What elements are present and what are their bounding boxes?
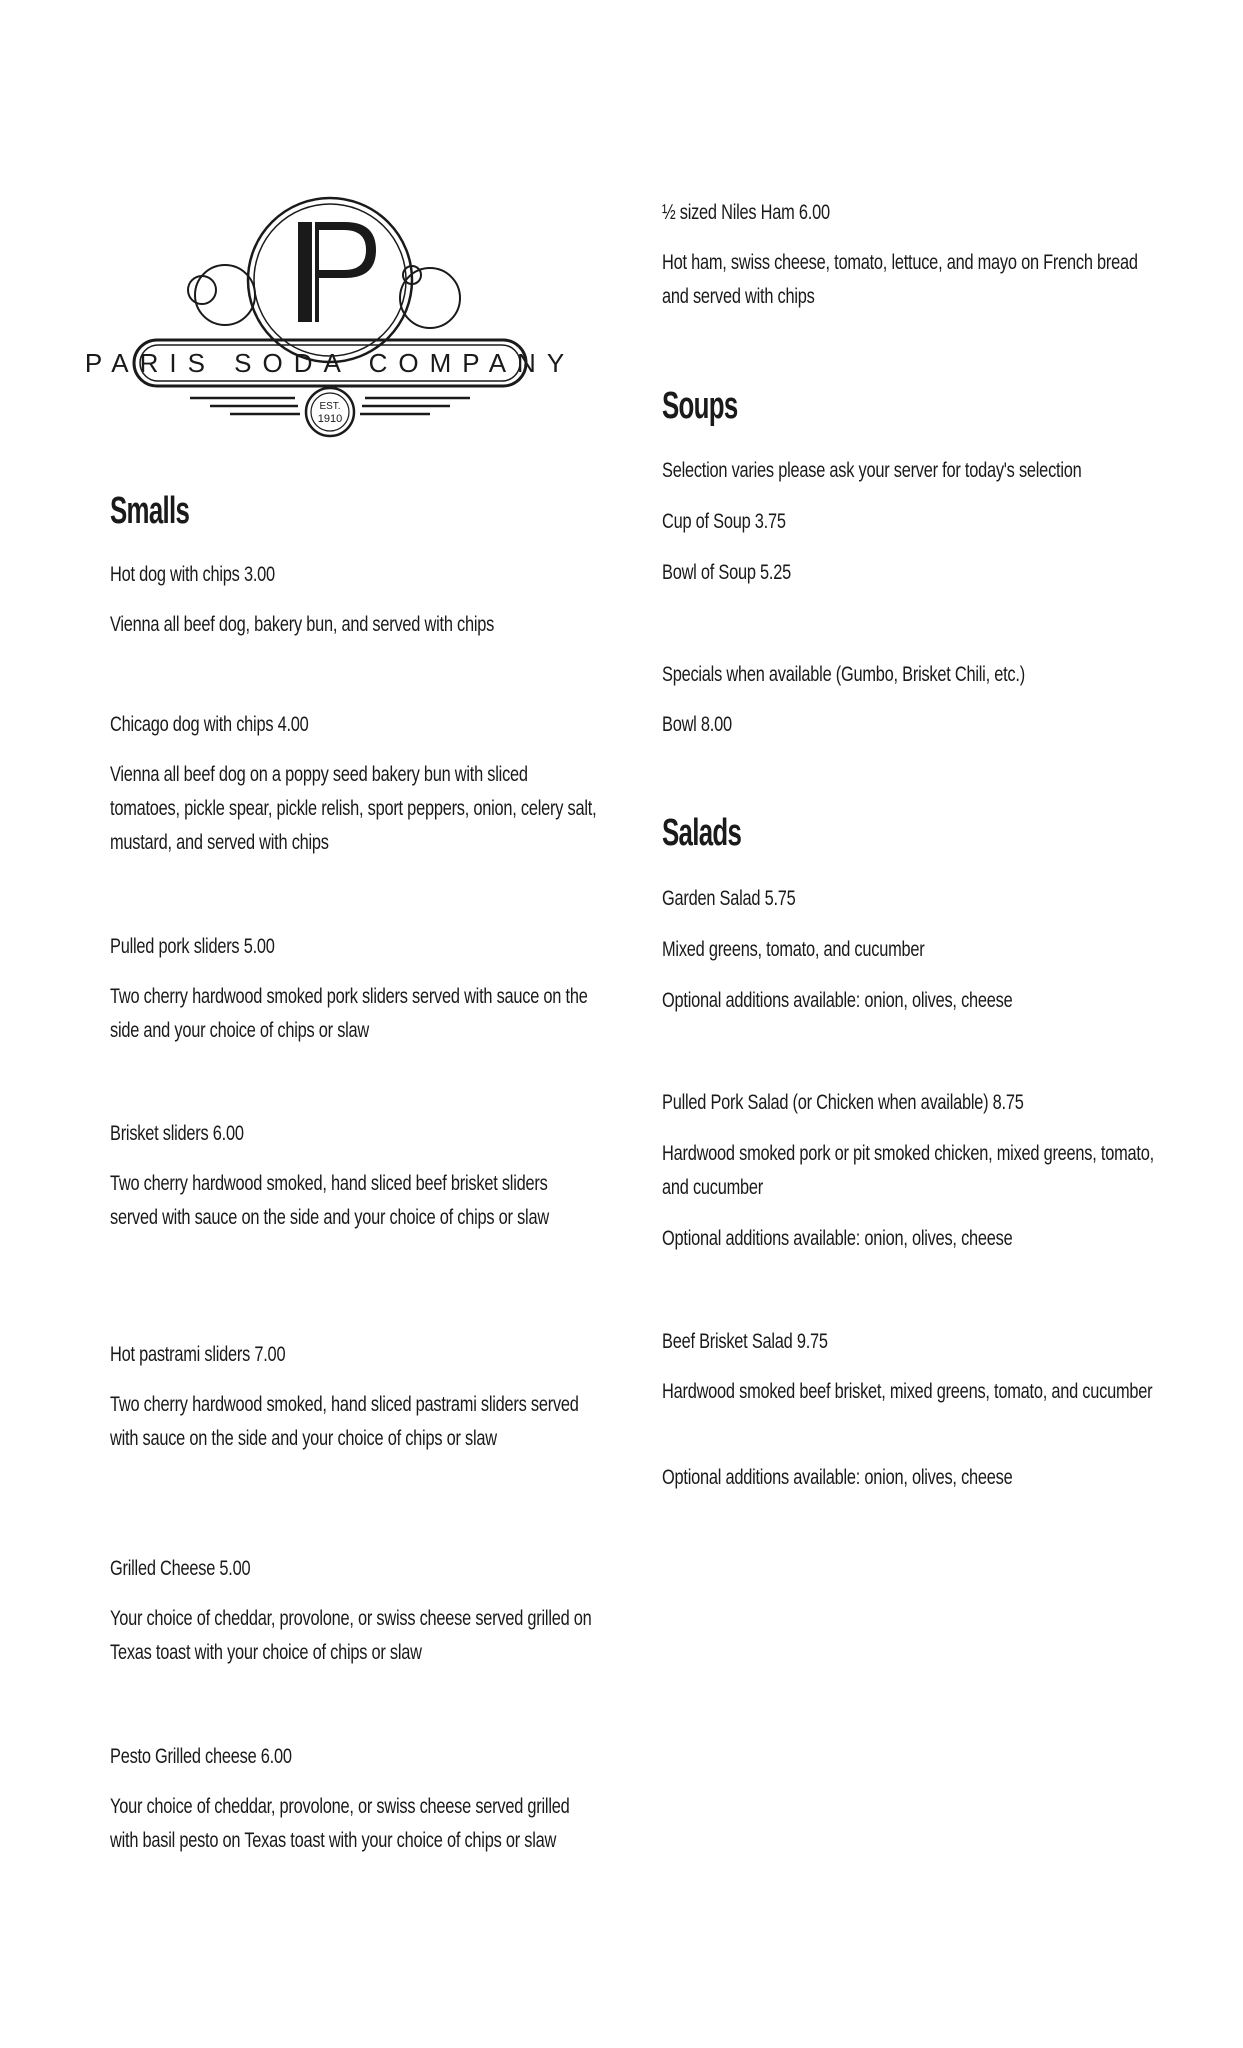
menu-item-desc	[110, 980, 600, 1048]
logo-brand-text: PARIS SODA COMPANY	[84, 348, 576, 378]
menu-item	[110, 708, 600, 742]
menu-item-desc	[110, 608, 600, 642]
item-additions: Optional additions available: onion, olives, cheese	[662, 989, 1013, 1012]
menu-item-extra	[662, 1461, 1162, 1495]
menu-item	[662, 658, 1162, 692]
soup-note	[662, 454, 1162, 488]
item-description: Two cherry hardwood smoked pork sliders served with sauce on the side and your choice of chips or slaw	[110, 985, 588, 1042]
item-title: Pulled Pork Salad (or Chicken when available) 8.75	[662, 1091, 1024, 1114]
menu-item-desc	[110, 758, 600, 860]
menu-item-desc	[110, 1388, 600, 1456]
menu-item	[662, 556, 1162, 590]
menu-item-desc	[110, 1602, 600, 1670]
menu-item	[110, 1740, 600, 1774]
item-title: Bowl 8.00	[662, 713, 732, 736]
menu-item-desc	[662, 246, 1162, 314]
item-description: Vienna all beef dog on a poppy seed bakery bun with sliced tomatoes, pickle spear, pickle relish, sport peppers, onion, celery salt, mustard, and served with chips	[110, 763, 597, 854]
menu-item	[662, 1086, 1162, 1120]
menu-item	[110, 558, 600, 592]
item-description: Mixed greens, tomato, and cucumber	[662, 938, 925, 961]
item-title: Grilled Cheese 5.00	[110, 1557, 251, 1580]
menu-item	[662, 505, 1162, 539]
item-description: Hardwood smoked pork or pit smoked chicken, mixed greens, tomato, and cucumber	[662, 1142, 1154, 1199]
item-title: ½ sized Niles Ham 6.00	[662, 201, 830, 224]
paris-soda-company-logo	[84, 190, 576, 440]
item-additions: Optional additions available: onion, olives, cheese	[662, 1227, 1013, 1250]
menu-item-desc	[662, 1375, 1162, 1409]
item-description: Two cherry hardwood smoked, hand sliced pastrami sliders served with sauce on the side and your choice of chips or slaw	[110, 1393, 579, 1450]
item-title: Chicago dog with chips 4.00	[110, 713, 309, 736]
menu-item	[110, 1552, 600, 1586]
item-description: Vienna all beef dog, bakery bun, and served with chips	[110, 613, 495, 636]
item-title: Hot dog with chips 3.00	[110, 563, 275, 586]
item-additions: Optional additions available: onion, olives, cheese	[662, 1466, 1013, 1489]
section-heading-salads: Salads	[662, 812, 742, 854]
item-title: Specials when available (Gumbo, Brisket Chili, etc.)	[662, 663, 1025, 686]
menu-item-extra	[662, 984, 1162, 1018]
menu-item	[662, 196, 1162, 230]
item-description: Hardwood smoked beef brisket, mixed greens, tomato, and cucumber	[662, 1380, 1153, 1403]
menu-item-desc	[662, 933, 1162, 967]
soup-selection-note: Selection varies please ask your server for today's selection	[662, 459, 1082, 482]
menu-item	[110, 930, 600, 964]
menu-item-extra	[662, 1222, 1162, 1256]
item-description: Two cherry hardwood smoked, hand sliced beef brisket sliders served with sauce on the side and your choice of chips or slaw	[110, 1172, 549, 1229]
item-title: Garden Salad 5.75	[662, 887, 796, 910]
menu-item-desc	[110, 1167, 600, 1235]
item-title: Pesto Grilled cheese 6.00	[110, 1745, 292, 1768]
menu-item-desc	[662, 1137, 1162, 1205]
menu-item	[662, 882, 1162, 916]
menu-item	[110, 1117, 600, 1151]
menu-item-desc	[110, 1790, 600, 1858]
menu-item	[110, 1338, 600, 1372]
logo-est-year: 1910	[317, 413, 343, 425]
item-description: Your choice of cheddar, provolone, or swiss cheese served grilled with basil pesto on Texas toast with your choice of chips or slaw	[110, 1795, 570, 1852]
section-heading-smalls: Smalls	[110, 490, 190, 532]
logo-est-label: EST.	[319, 401, 341, 412]
item-description: Hot ham, swiss cheese, tomato, lettuce, and mayo on French bread and served with chips	[662, 251, 1138, 308]
menu-item	[662, 1325, 1162, 1359]
menu-item	[662, 708, 1162, 742]
item-title: Bowl of Soup 5.25	[662, 561, 791, 584]
item-title: Brisket sliders 6.00	[110, 1122, 244, 1145]
item-title: Pulled pork sliders 5.00	[110, 935, 275, 958]
item-title: Cup of Soup 3.75	[662, 510, 786, 533]
section-heading-soups: Soups	[662, 385, 738, 427]
item-description: Your choice of cheddar, provolone, or swiss cheese served grilled on Texas toast with your choice of chips or slaw	[110, 1607, 592, 1664]
item-title: Hot pastrami sliders 7.00	[110, 1343, 286, 1366]
item-title: Beef Brisket Salad 9.75	[662, 1330, 828, 1353]
